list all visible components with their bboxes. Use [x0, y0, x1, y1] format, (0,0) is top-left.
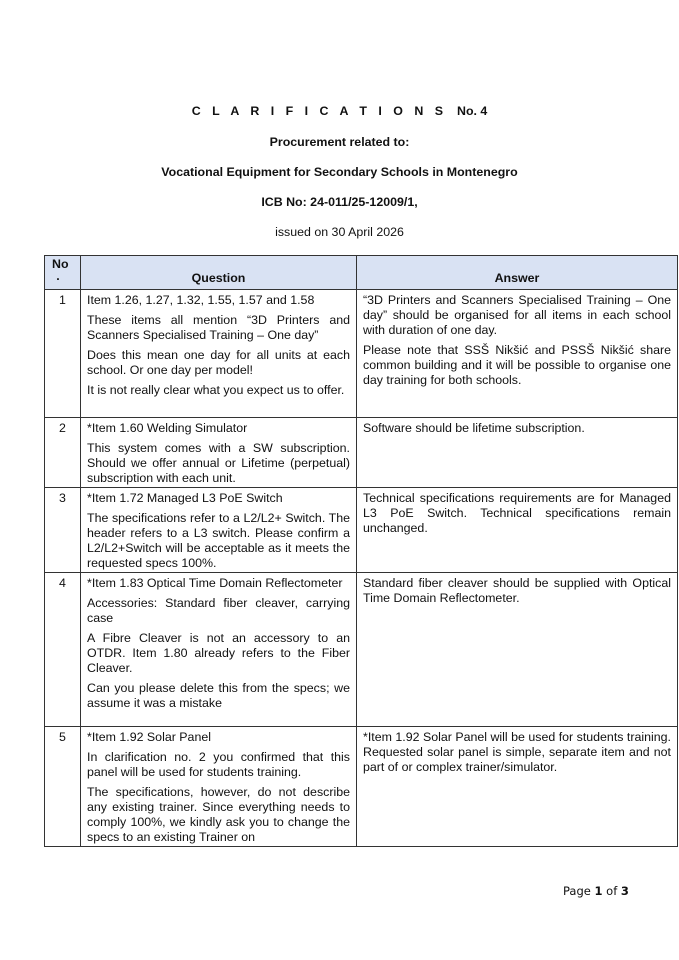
project-title: Vocational Equipment for Secondary Schools in Montenegro [161, 165, 518, 179]
answer-paragraph: Please note that SSŠ Nikšić and PSSŠ Nikšić share common building and it will be possible to organise one day training for both schools. [363, 343, 671, 387]
question-paragraph: The specifications refer to a L2/L2+ Switch. The header refers to a L3 switch. Please confirm a L2/L2+Switch will be acceptable as it meets the requested specs 100%. [87, 511, 350, 570]
question-paragraph: *Item 1.83 Optical Time Domain Reflectometer [87, 576, 343, 590]
issue-date: issued on 30 April 2026 [275, 225, 404, 239]
column-header-answer: Answer [357, 256, 678, 290]
answer-cell [357, 573, 678, 727]
table-row [45, 418, 678, 488]
clarification-number: No. 4 [457, 104, 488, 118]
answer-cell [357, 488, 678, 573]
table-row [45, 290, 678, 418]
table-row [45, 573, 678, 727]
question-paragraph: Does this mean one day for all units at each school. Or one day per model! [87, 348, 350, 377]
question-cell [81, 727, 357, 847]
question-paragraph: Accessories: Standard fiber cleaver, carrying case [87, 596, 350, 625]
column-header-no-dot: . [56, 269, 60, 283]
title-text: C L A R I F I C A T I O N S [191, 104, 448, 118]
question-cell [81, 573, 357, 727]
question-paragraph: *Item 1.60 Welding Simulator [87, 421, 248, 435]
clarifications-table [44, 255, 678, 847]
column-header-question: Question [81, 256, 357, 290]
question-paragraph: A Fibre Cleaver is not an accessory to an OTDR. Item 1.80 already refers to the Fiber Cleaver. [87, 631, 350, 675]
answer-paragraph: “3D Printers and Scanners Specialised Training – One day” should be organised for all items in each school with duration of one day. [363, 293, 671, 337]
answer-paragraph: Software should be lifetime subscription. [363, 421, 585, 435]
table-row [45, 488, 678, 573]
answer-paragraph: Technical specifications requirements are for Managed L3 PoE Switch. Technical specifications remain unchanged. [363, 491, 671, 535]
question-cell [81, 418, 357, 488]
question-paragraph: It is not really clear what you expect us to offer. [87, 383, 345, 397]
page-of: of [606, 884, 618, 898]
row-number: 1 [45, 290, 81, 418]
question-paragraph: In clarification no. 2 you confirmed that this panel will be used for students training. [87, 750, 350, 779]
answer-cell [357, 290, 678, 418]
row-number: 5 [45, 727, 81, 847]
icb-number: ICB No: 24-011/25-12009/1, [261, 195, 418, 209]
question-paragraph: The specifications, however, do not describe any existing trainer. Since everything needs to comply 100%, we kindly ask you to change the specs to an existing Trainer on [87, 785, 350, 844]
answer-cell [357, 418, 678, 488]
answer-paragraph: Standard fiber cleaver should be supplied with Optical Time Domain Reflectometer. [363, 576, 671, 605]
table-row [45, 727, 678, 847]
row-number: 3 [45, 488, 81, 573]
document-title [0, 104, 679, 118]
page-label: Page [563, 884, 591, 898]
answer-cell [357, 727, 678, 847]
answer-paragraph: *Item 1.92 Solar Panel will be used for students training. Requested solar panel is simple, separate item and not part of or complex trainer/simulator. [363, 730, 671, 774]
question-paragraph: This system comes with a SW subscription. Should we offer annual or Lifetime (perpetual) subscription with each unit. [87, 441, 350, 485]
column-header-no-label: No [52, 257, 69, 271]
question-paragraph: Item 1.26, 1.27, 1.32, 1.55, 1.57 and 1.58 [87, 293, 315, 307]
table-header-row [45, 256, 678, 290]
page-number [563, 884, 629, 898]
procurement-heading: Procurement related to: [269, 135, 410, 149]
question-paragraph: *Item 1.72 Managed L3 PoE Switch [87, 491, 283, 505]
row-number: 4 [45, 573, 81, 727]
question-paragraph: *Item 1.92 Solar Panel [87, 730, 211, 744]
page-current: 1 [594, 884, 603, 898]
question-paragraph: Can you please delete this from the specs; we assume it was a mistake [87, 681, 350, 710]
question-paragraph: These items all mention “3D Printers and Scanners Specialised Training – One day” [87, 313, 350, 342]
column-header-no [45, 256, 81, 290]
question-cell [81, 290, 357, 418]
page-total: 3 [620, 884, 629, 898]
question-cell [81, 488, 357, 573]
row-number: 2 [45, 418, 81, 488]
